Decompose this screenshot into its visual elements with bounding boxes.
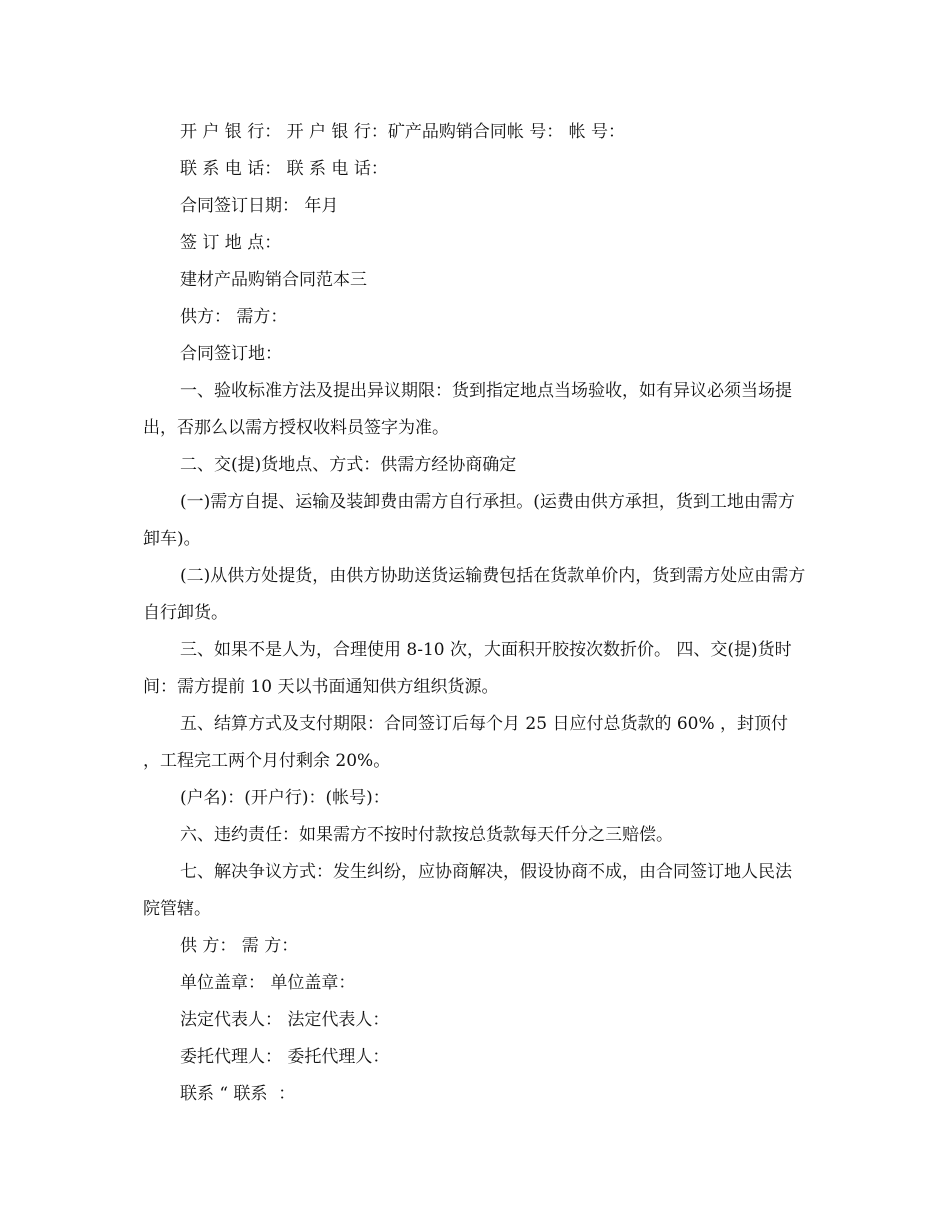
paragraph-account-info: (户名)：(开户行)：(帐号)： <box>180 788 390 808</box>
paragraph-agent: 委托代理人： 委托代理人： <box>180 1047 390 1067</box>
paragraph-contract-title: 建材产品购销合同范本三 <box>180 270 367 290</box>
paragraph-unit-seal: 单位盖章： 单位盖章： <box>180 973 356 993</box>
document-body <box>143 114 808 1113</box>
paragraph-clause-2: 二、交(提)货地点、方式：供需方经协商确定 <box>180 455 517 475</box>
paragraph-parties: 供方： 需方： <box>180 307 288 327</box>
paragraph-legal-rep: 法定代表人： 法定代表人： <box>180 1010 390 1030</box>
paragraph-contract-location: 合同签订地： <box>180 344 282 364</box>
paragraph-contact: 联系 “ 联系 ： <box>180 1084 296 1104</box>
paragraph-sign-parties: 供 方： 需 方： <box>180 936 299 956</box>
paragraph-bank-account: 开 户 银 行： 开 户 银 行：矿产品购销合同帐 号： 帐 号： <box>180 122 626 142</box>
paragraph-clause-1: 一、验收标准方法及提出异议期限：货到指定地点当场验收，如有异议必须当场提出，否那么以需方授权收料员签字为准。 <box>143 381 792 438</box>
paragraph-clause-2-1: (一)需方自提、运输及装卸费由需方自行承担。(运费由供方承担，货到工地由需方卸车)。 <box>143 492 795 549</box>
paragraph-clause-3-4: 三、如果不是人为，合理使用 8-10 次，大面积开胶按次数折价。 四、交(提)货时间：需方提前 10 天以书面通知供方组织货源。 <box>143 640 792 697</box>
paragraph-sign-place: 签 订 地 点： <box>180 233 282 253</box>
paragraph-contact-phone: 联 系 电 话： 联 系 电 话： <box>180 159 388 179</box>
paragraph-clause-7: 七、解决争议方式：发生纠纷，应协商解决，假设协商不成，由合同签订地人民法院管辖。 <box>143 862 792 919</box>
paragraph-sign-date: 合同签订日期： 年月 <box>180 196 339 216</box>
paragraph-clause-6: 六、违约责任：如果需方不按时付款按总货款每天仟分之三赔偿。 <box>180 825 673 845</box>
paragraph-clause-5: 五、结算方式及支付期限：合同签订后每个月 25 日应付总货款的 60% ，封顶付 ，工程完工两个月付剩余 20%。 <box>143 714 794 771</box>
paragraph-clause-2-2: (二)从供方处提货，由供方协助送货运输费包括在货款单价内，货到需方处应由需方自行卸货。 <box>143 566 806 623</box>
